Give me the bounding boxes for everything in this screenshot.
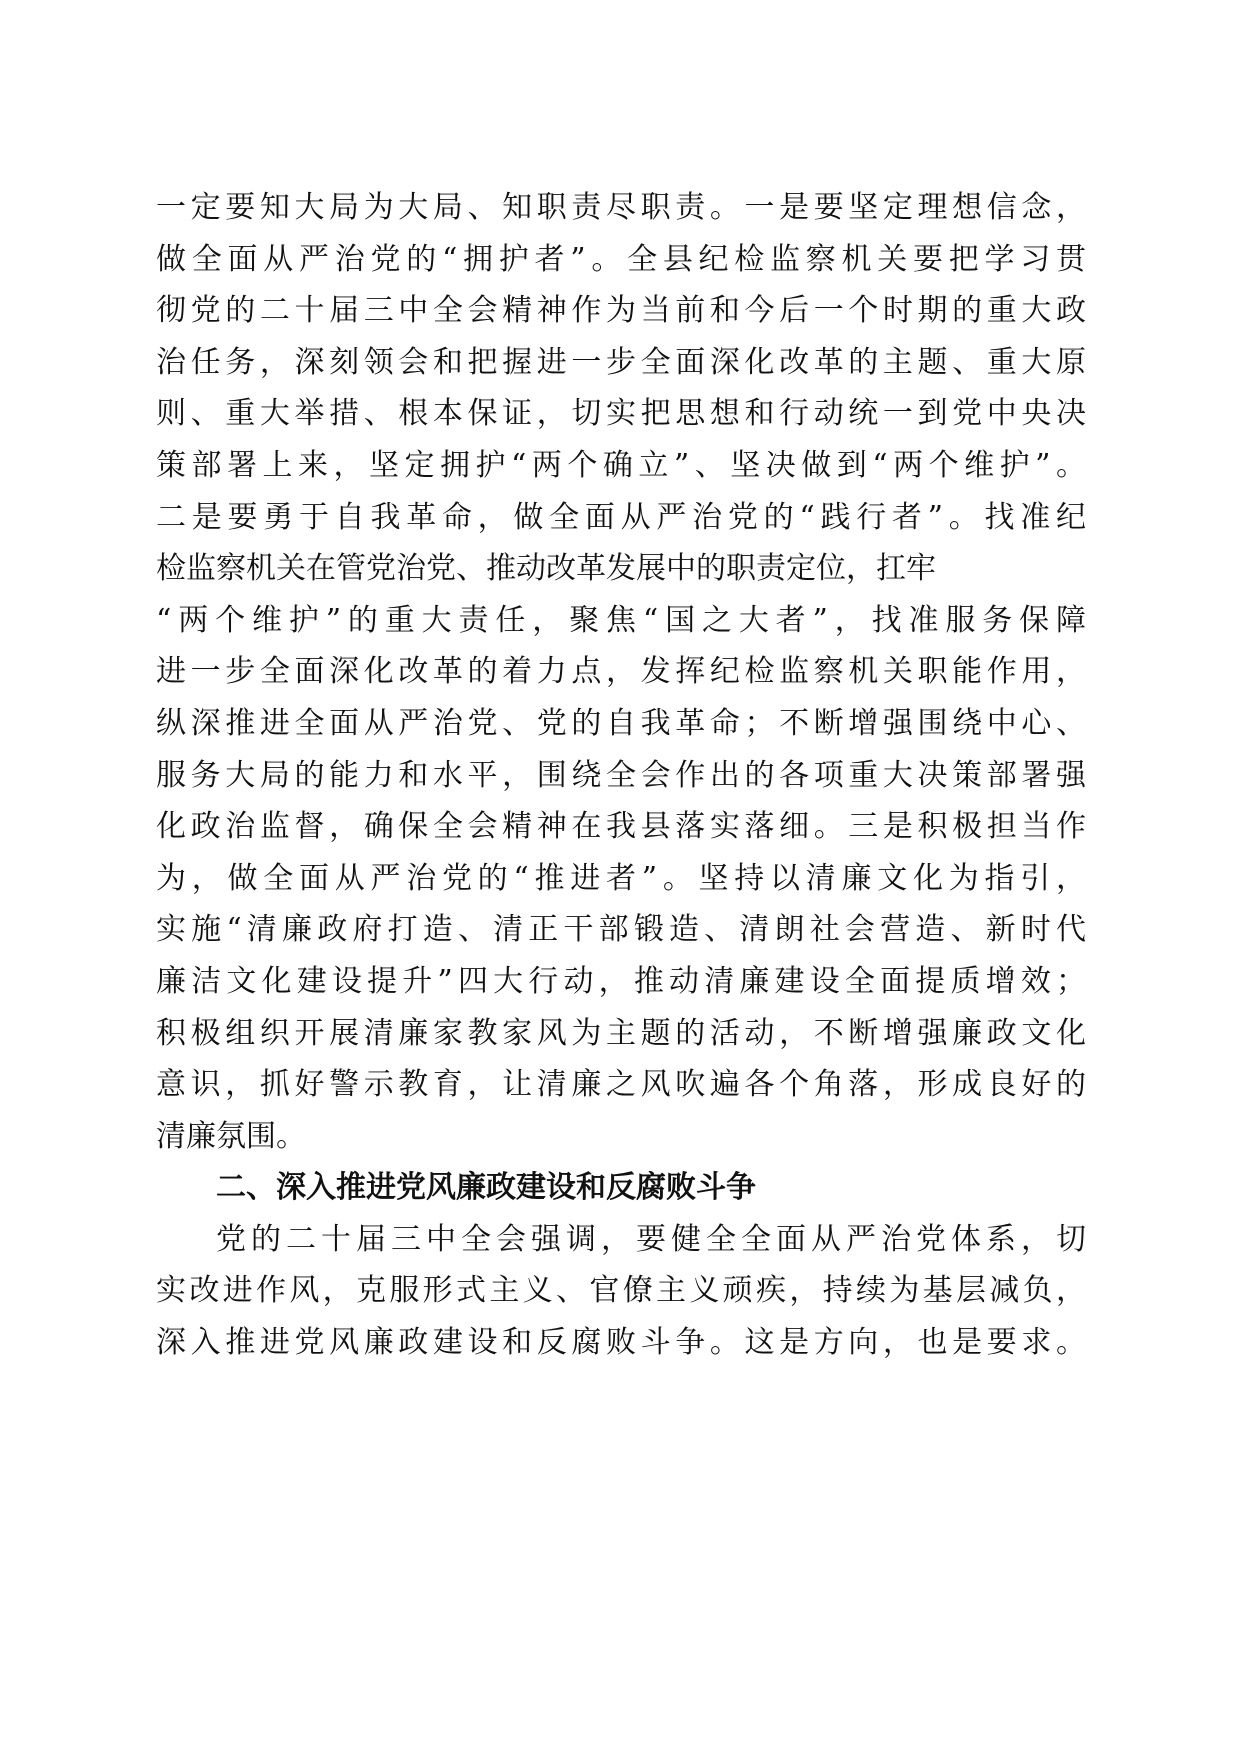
paragraph-2 <box>156 1214 1086 1369</box>
text-line: 意识，抓好警示教育，让清廉之风吹遍各个角落，形成良好的 <box>156 1067 1086 1103</box>
section-heading: 二、深入推进党风廉政建设和反腐败斗争 <box>216 1170 756 1206</box>
text-line: 为，做全面从严治党的“推进者”。坚持以清廉文化为指引， <box>156 860 1086 896</box>
text-line: 清廉氛围。 <box>156 1118 306 1154</box>
text-line: 实改进作风，克服形式主义、官僚主义顽疾，持续为基层减负， <box>156 1273 1086 1309</box>
text-line: 彻党的二十届三中全会精神作为当前和今后一个时期的重大政 <box>156 293 1086 329</box>
text-line: 纵深推进全面从严治党、党的自我革命；不断增强围绕中心、 <box>156 705 1086 741</box>
text-line: 策部署上来，坚定拥护“两个确立”、坚决做到“两个维护”。 <box>156 447 1086 483</box>
paragraph-1 <box>156 182 1086 1162</box>
text-line: 治任务，深刻领会和把握进一步全面深化改革的主题、重大原 <box>156 344 1086 380</box>
text-line: 二是要勇于自我革命，做全面从严治党的“践行者”。找准纪 <box>156 499 1086 535</box>
text-line: 检监察机关在管党治党、推动改革发展中的职责定位，扛牢 <box>156 551 936 587</box>
text-line: 做全面从严治党的“拥护者”。全县纪检监察机关要把学习贯 <box>156 241 1086 277</box>
text-line: 廉洁文化建设提升”四大行动，推动清廉建设全面提质增效； <box>156 963 1086 999</box>
text-line: 化政治监督，确保全会精神在我县落实落细。三是积极担当作 <box>156 809 1086 845</box>
document-body <box>156 182 1086 1369</box>
text-line: 深入推进党风廉政建设和反腐败斗争。这是方向，也是要求。 <box>156 1325 1086 1361</box>
text-line: 实施“清廉政府打造、清正干部锻造、清朗社会营造、新时代 <box>156 912 1086 948</box>
text-line: “两个维护”的重大责任，聚焦“国之大者”，找准服务保障 <box>156 602 1086 638</box>
text-line: 积极组织开展清廉家教家风为主题的活动，不断增强廉政文化 <box>156 1015 1086 1051</box>
text-line: 一定要知大局为大局、知职责尽职责。一是要坚定理想信念， <box>156 190 1086 225</box>
text-line: 服务大局的能力和水平，围绕全会作出的各项重大决策部署强 <box>156 757 1086 793</box>
text-line: 进一步全面深化改革的着力点，发挥纪检监察机关职能作用， <box>156 654 1086 690</box>
text-line: 党的二十届三中全会强调，要健全全面从严治党体系，切 <box>216 1221 1086 1257</box>
text-line: 则、重大举措、根本保证，切实把思想和行动统一到党中央决 <box>156 396 1086 432</box>
